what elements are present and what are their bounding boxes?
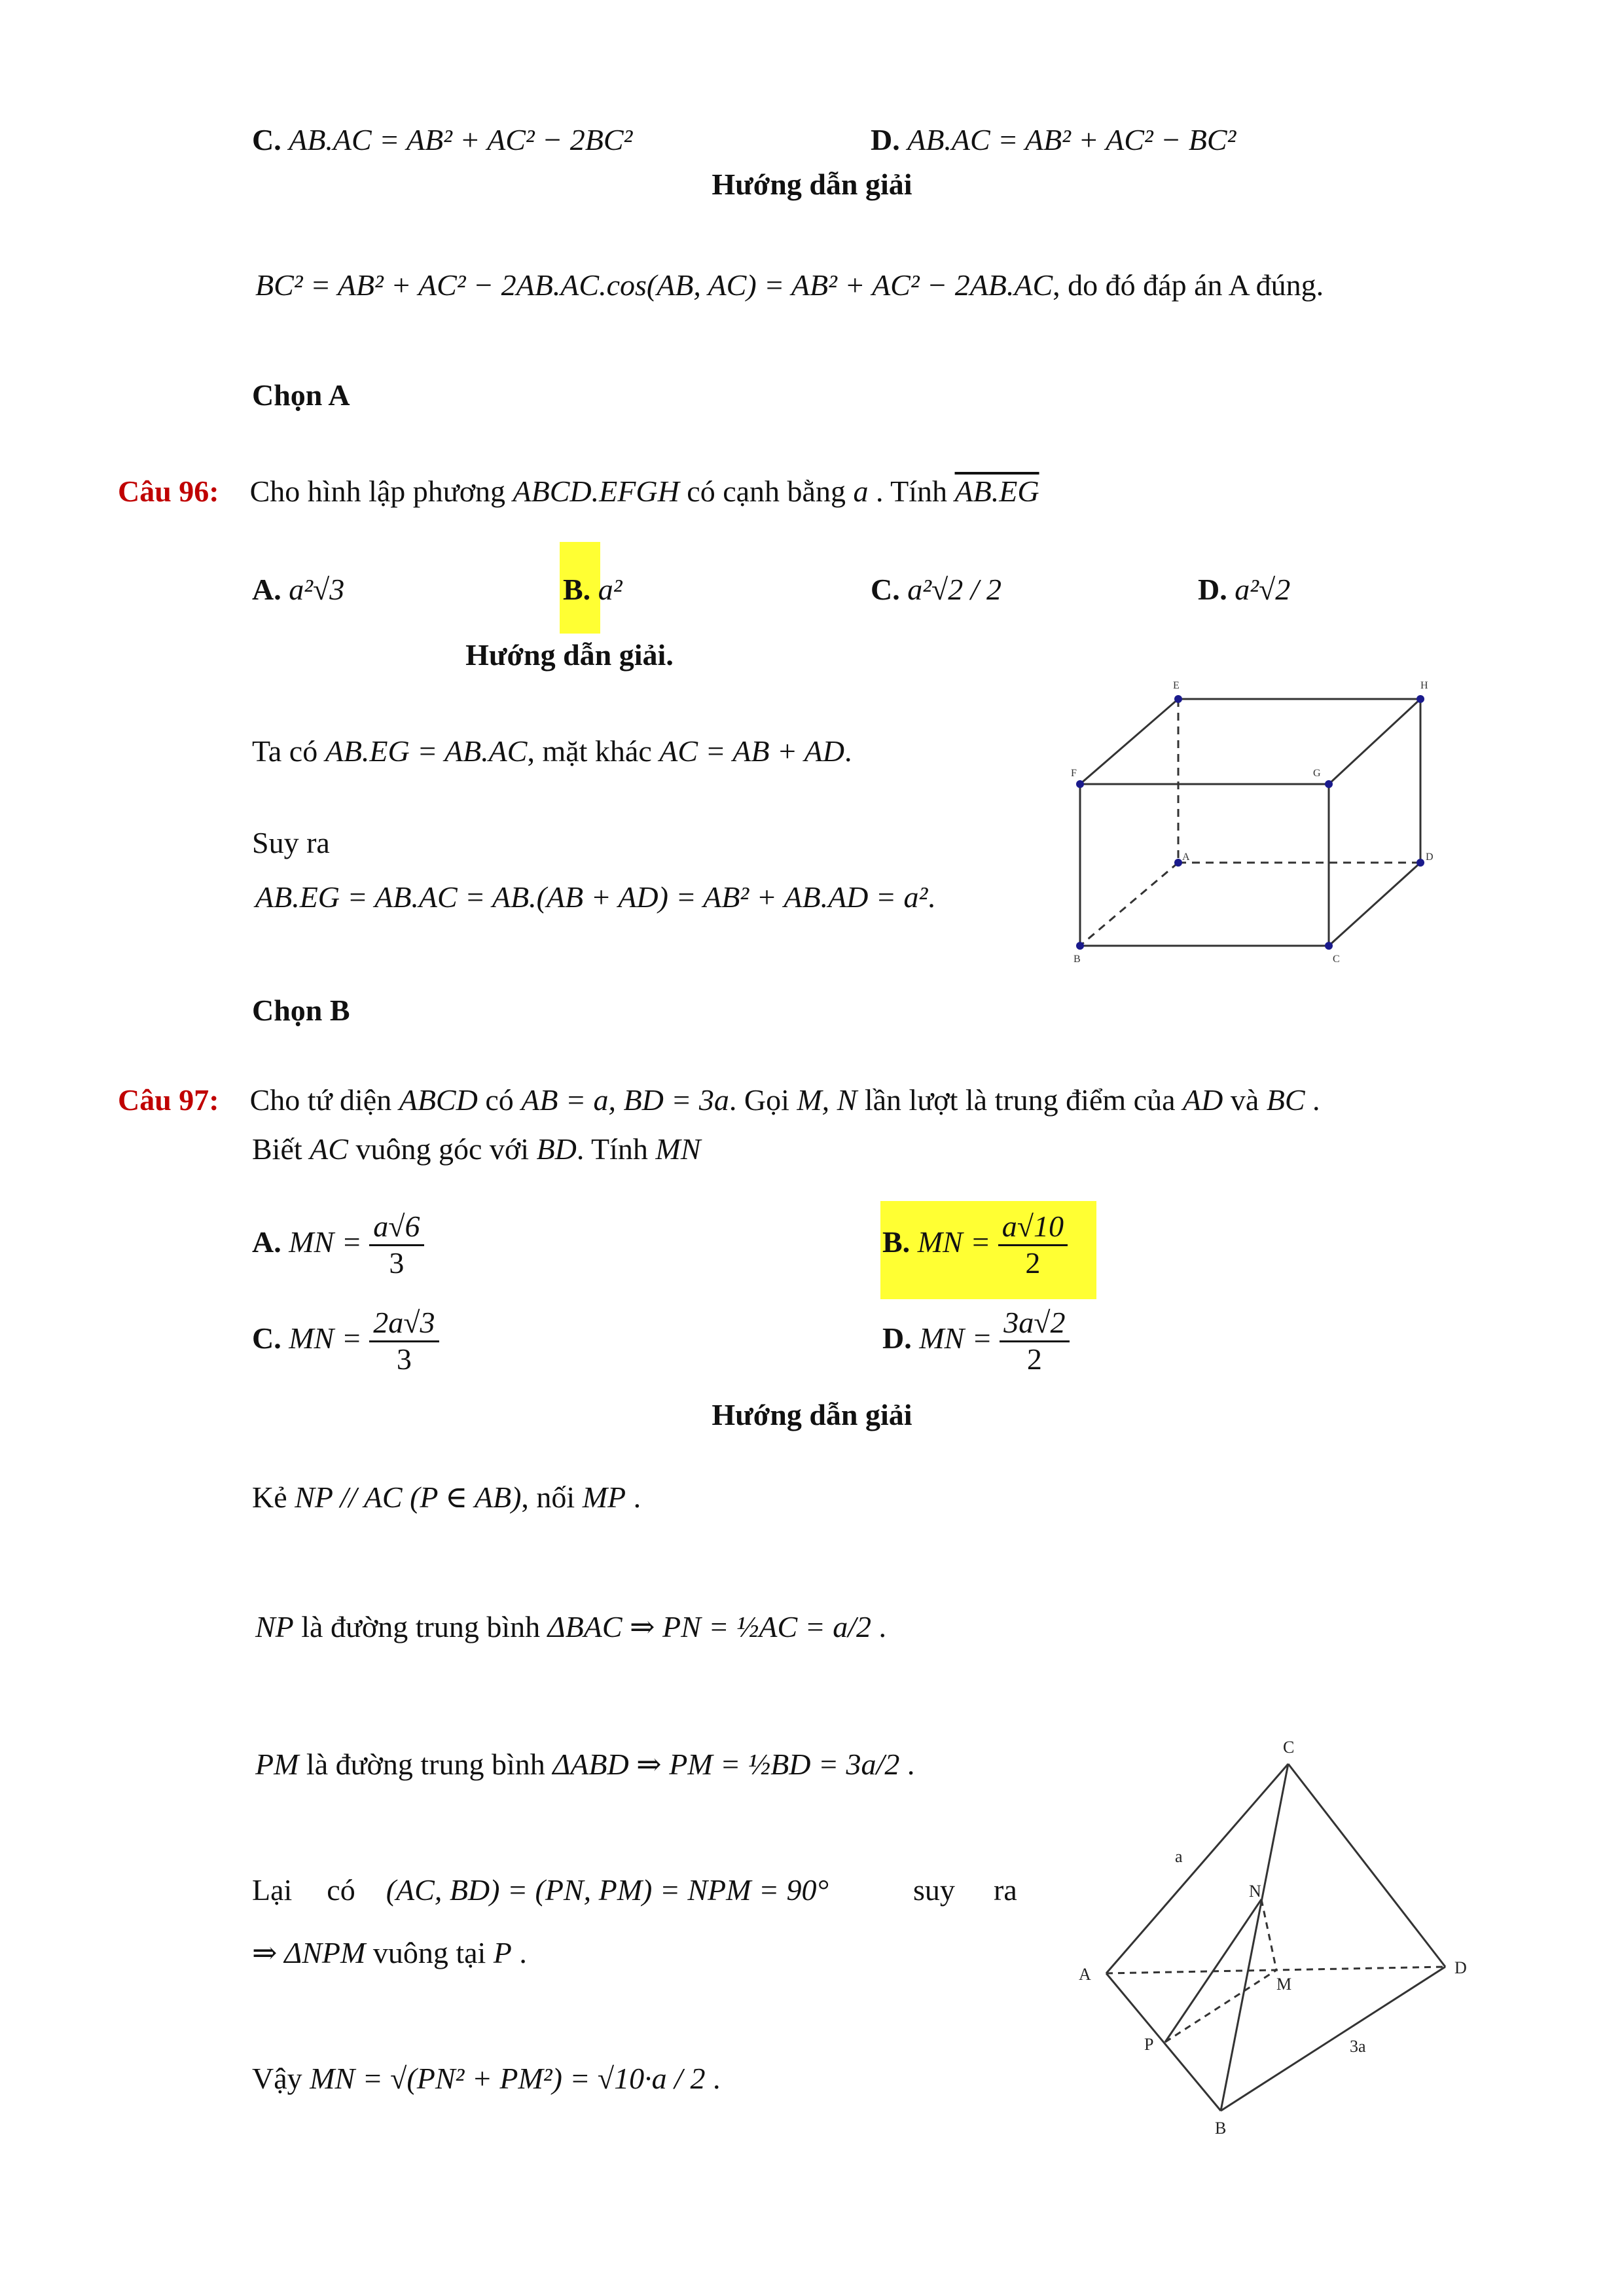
option-letter: C. — [871, 573, 900, 606]
vertex-f — [1076, 780, 1084, 788]
option-expression: AB.AC = AB² + AC² − BC² — [907, 123, 1236, 156]
segment: AD — [1182, 1083, 1223, 1117]
fraction-denominator: 2 — [1026, 1342, 1042, 1376]
label-p: P — [1144, 2035, 1154, 2054]
edge-ab — [1106, 1973, 1221, 2111]
solution-expression: NP // AC (P ∈ AB) — [295, 1480, 522, 1514]
label-a: A — [1182, 852, 1190, 863]
q96-option-c[interactable] — [871, 573, 1001, 607]
question-text: . Gọi — [729, 1083, 789, 1117]
solution-expression: NP — [255, 1610, 294, 1643]
fraction-numerator: a√10 — [998, 1210, 1068, 1246]
prev-choose: Chọn A — [252, 378, 350, 412]
question-text: có — [485, 1083, 514, 1117]
edge-ac — [1106, 1764, 1288, 1973]
prev-guide-title: Hướng dẫn giải — [712, 168, 912, 201]
segment: BC — [1266, 1083, 1305, 1117]
question-text: . Tính — [576, 1132, 648, 1166]
solid-name: ABCD — [399, 1083, 478, 1117]
q96-solution-line2: Suy ra — [252, 826, 330, 859]
q96-option-d[interactable] — [1198, 573, 1290, 607]
option-lhs: MN = — [917, 1225, 991, 1259]
q97-question-line1: Câu 97: Cho tứ diện ABCD có AB = a, BD = 3a. Gọi M, N lần lượt là trung điểm của AD và BC . — [118, 1083, 1320, 1117]
label-g: G — [1313, 768, 1321, 779]
option-letter: A. — [252, 573, 281, 606]
target-expression: MN — [655, 1132, 701, 1166]
option-letter: D. — [882, 1321, 912, 1355]
option-letter: D. — [1198, 573, 1227, 606]
cube-figure — [1047, 674, 1453, 975]
label-c: C — [1283, 1738, 1295, 1757]
solution-text: Lại — [252, 1873, 293, 1907]
solution-expression: PM — [255, 1748, 299, 1781]
vertex-b — [1076, 942, 1084, 950]
q96-question — [118, 475, 1039, 509]
option-value: a²√2 / 2 — [907, 573, 1002, 606]
fraction-denominator: 3 — [396, 1342, 412, 1376]
solution-text: vuông tại — [372, 1936, 486, 1969]
option-expression: AB.AC = AB² + AC² − 2BC² — [289, 123, 633, 156]
label-e: E — [1173, 680, 1180, 691]
edge-bd — [1221, 1967, 1445, 2111]
fraction-denominator: 2 — [1025, 1246, 1041, 1280]
label-edge-a: a — [1175, 1847, 1183, 1866]
solution-expression: BC² = AB² + AC² − 2AB.AC.cos(AB, AC) = AB² + AC² − 2AB.AC — [255, 268, 1053, 302]
q97-step2: NP là đường trung bình ΔBAC ⇒ PN = ½AC = a/2 . — [255, 1610, 886, 1643]
option-fraction — [1000, 1306, 1069, 1377]
label-h: H — [1420, 680, 1428, 691]
edge-cd — [1329, 863, 1420, 946]
fraction-numerator: 3a√2 — [1000, 1306, 1069, 1342]
option-fraction — [998, 1210, 1068, 1281]
fraction-denominator: 3 — [389, 1246, 405, 1280]
q96-choose: Chọn B — [252, 994, 350, 1027]
q97-option-d[interactable] — [882, 1306, 1070, 1377]
label-d: D — [1454, 1958, 1467, 1977]
target-expression: AB.EG — [954, 475, 1039, 508]
tetrahedron-figure — [1054, 1728, 1512, 2153]
solution-expression: P — [493, 1936, 512, 1969]
edge-hg — [1329, 699, 1420, 784]
solution-text: là đường trung bình — [306, 1748, 545, 1781]
q97-option-b[interactable] — [882, 1210, 1068, 1281]
q96-option-a[interactable] — [252, 573, 344, 607]
vertex-a — [1174, 859, 1182, 867]
q97-guide-title: Hướng dẫn giải — [712, 1398, 912, 1431]
solution-text: , mặt khác — [527, 734, 652, 768]
label-edge-3a: 3a — [1350, 2037, 1366, 2056]
option-value: a²√2 — [1235, 573, 1291, 606]
label-c: C — [1333, 954, 1340, 965]
q96-solution-line3: AB.EG = AB.AC = AB.(AB + AD) = AB² + AB.AD = a². — [255, 880, 935, 914]
solution-expression: MP — [582, 1480, 626, 1514]
side-symbol: a — [853, 475, 869, 508]
point-names: M, N — [797, 1083, 857, 1117]
edge-cd — [1288, 1764, 1445, 1967]
option-lhs: MN = — [289, 1321, 362, 1355]
question-text: vuông góc với — [355, 1132, 529, 1166]
hidden-edge-ab — [1080, 863, 1178, 946]
q96-option-b[interactable] — [563, 573, 622, 607]
q97-step4-ra: ra — [994, 1873, 1017, 1907]
solution-text: có — [327, 1873, 355, 1907]
solution-expression: (AC, BD) = (PN, PM) = NPM = 90° — [386, 1873, 829, 1907]
q96-solution-line1: Ta có AB.EG = AB.AC, mặt khác AC = AB + AD. — [252, 734, 852, 768]
question-label: Câu 96: — [118, 475, 219, 508]
vertex-h — [1416, 695, 1424, 703]
solution-text: , nối — [521, 1480, 575, 1514]
label-b: B — [1215, 2119, 1227, 2138]
option-letter: B. — [563, 573, 591, 606]
question-text: Biết — [252, 1132, 302, 1166]
option-letter: C. — [252, 123, 281, 156]
option-lhs: MN = — [919, 1321, 992, 1355]
option-letter: C. — [252, 1321, 281, 1355]
option-letter: D. — [871, 123, 900, 156]
question-label: Câu 97: — [118, 1083, 219, 1117]
given-values: AB = a, BD = 3a — [521, 1083, 729, 1117]
solution-expression: ΔBAC ⇒ PN = ½AC = a/2 — [547, 1610, 871, 1643]
solution-text: Kẻ — [252, 1480, 287, 1514]
question-text: . Tính — [875, 475, 948, 508]
option-value: a² — [598, 573, 623, 606]
segment-nm — [1261, 1899, 1276, 1970]
solution-expression: AC = AB + AD — [659, 734, 844, 768]
solution-text: là đường trung bình — [301, 1610, 541, 1643]
segment: BD — [536, 1132, 577, 1166]
option-fraction — [369, 1306, 439, 1377]
option-lhs: MN = — [289, 1225, 362, 1259]
solution-expression: ⇒ ΔNPM — [252, 1936, 366, 1969]
solution-expression: AB.EG = AB.AC — [325, 734, 528, 768]
label-a: A — [1079, 1965, 1091, 1984]
label-b: B — [1074, 954, 1081, 965]
question-text: Cho tứ diện — [249, 1083, 392, 1117]
option-letter: B. — [882, 1225, 911, 1259]
edge-cb — [1221, 1764, 1288, 2111]
question-text: có cạnh bằng — [687, 475, 846, 508]
fraction-numerator: a√6 — [369, 1210, 424, 1246]
vertex-g — [1325, 780, 1333, 788]
solution-expression: AB.EG = AB.AC = AB.(AB + AD) = AB² + AB.AD = a² — [255, 880, 928, 914]
fraction-numerator: 2a√3 — [369, 1306, 439, 1342]
q96-guide-title: Hướng dẫn giải. — [465, 638, 674, 672]
label-m: M — [1276, 1975, 1292, 1994]
q97-step3: PM là đường trung bình ΔABD ⇒ PM = ½BD = 3a/2 . — [255, 1748, 915, 1781]
edge-ef — [1080, 699, 1178, 784]
q97-step4 — [252, 1873, 829, 1908]
q97-step5: ⇒ ΔNPM vuông tại P . — [252, 1936, 527, 1969]
prev-option-c — [252, 123, 632, 158]
option-letter: A. — [252, 1225, 281, 1259]
solution-text: Ta có — [252, 734, 318, 768]
label-n: N — [1249, 1882, 1261, 1901]
solution-expression: MN = √(PN² + PM²) = √10·a / 2 — [310, 2062, 706, 2095]
solution-tail: , do đó đáp án A đúng. — [1053, 268, 1324, 302]
option-value: a²√3 — [289, 573, 345, 606]
q97-option-a[interactable] — [252, 1210, 424, 1281]
vertex-d — [1416, 859, 1424, 867]
segment-pm — [1165, 1970, 1276, 2042]
option-fraction — [369, 1210, 424, 1281]
q97-step6: Vậy MN = √(PN² + PM²) = √10·a / 2 . — [252, 2062, 721, 2095]
label-f: F — [1071, 768, 1077, 779]
solution-text: Vậy — [252, 2062, 302, 2095]
label-d: D — [1426, 852, 1434, 863]
q97-option-c[interactable] — [252, 1306, 439, 1377]
q97-question-line2 — [252, 1132, 700, 1167]
vertex-c — [1325, 942, 1333, 950]
q97-step1: Kẻ NP // AC (P ∈ AB), nối MP . — [252, 1480, 641, 1514]
prev-solution — [255, 268, 1324, 303]
segment: AC — [310, 1132, 348, 1166]
question-text: và — [1230, 1083, 1259, 1117]
solution-expression: ΔABD ⇒ PM = ½BD = 3a/2 — [552, 1748, 900, 1781]
question-text: lần lượt là trung điểm của — [864, 1083, 1176, 1117]
solid-name: ABCD.EFGH — [513, 475, 679, 508]
question-text: Cho hình lập phương — [249, 475, 506, 508]
q97-step4-suy: suy — [913, 1873, 955, 1907]
prev-option-d — [871, 123, 1236, 158]
vertex-e — [1174, 695, 1182, 703]
